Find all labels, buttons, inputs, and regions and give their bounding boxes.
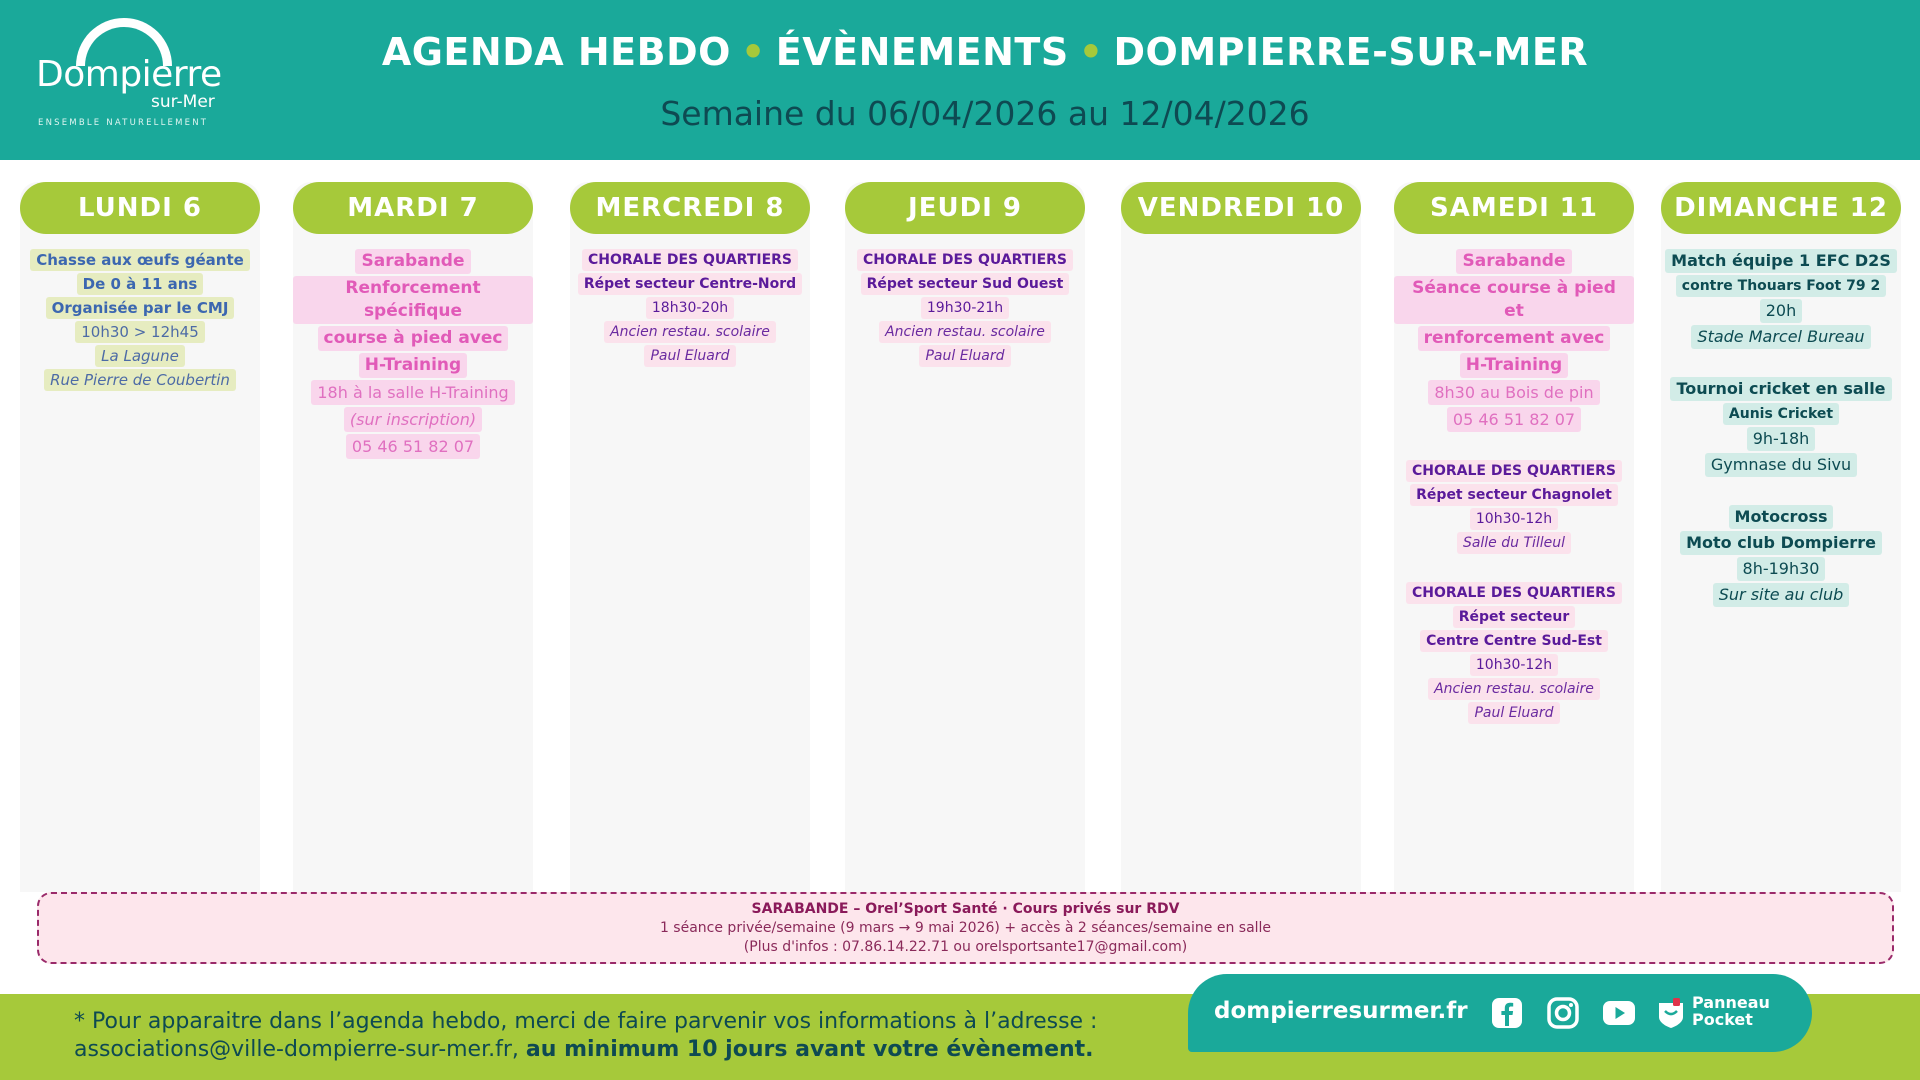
day-header: JEUDI 9 <box>845 182 1085 234</box>
event-block <box>20 248 260 392</box>
event-line: Ancien restau. scolaire <box>1428 678 1600 700</box>
event-block <box>293 248 533 460</box>
event-line: H-Training <box>359 353 467 378</box>
website-link[interactable]: dompierresurmer.fr <box>1214 998 1468 1024</box>
title-part-evenements: ÉVÈNEMENTS <box>775 30 1069 74</box>
event-line: Sarabande <box>355 249 470 274</box>
event-line: Paul Eluard <box>1468 702 1559 724</box>
instagram-icon[interactable] <box>1546 996 1580 1030</box>
event-line: Stade Marcel Bureau <box>1691 325 1870 349</box>
title-part-agenda: AGENDA HEBDO <box>381 30 731 74</box>
footer-email[interactable]: associations@ville-dompierre-sur-mer.fr, <box>74 1037 519 1062</box>
event-line: 8h-19h30 <box>1737 557 1826 581</box>
event-line: contre Thouars Foot 79 2 <box>1676 275 1886 297</box>
event-line: CHORALE DES QUARTIERS <box>857 249 1073 271</box>
footer-notice <box>74 1008 1097 1064</box>
day-header: DIMANCHE 12 <box>1661 182 1901 234</box>
day-events <box>845 248 1085 394</box>
event-line: La Lagune <box>95 345 185 367</box>
day-column <box>1121 182 1361 892</box>
day-column <box>845 182 1085 892</box>
footer-notice-line-2 <box>74 1036 1097 1064</box>
event-block <box>570 248 810 368</box>
event-block <box>1394 459 1634 555</box>
panneau-pocket-line-1: Panneau <box>1692 993 1770 1012</box>
event-line: De 0 à 11 ans <box>77 273 204 295</box>
title-separator: • <box>740 30 766 74</box>
event-line: Tournoi cricket en salle <box>1670 377 1891 401</box>
day-column <box>1394 182 1634 892</box>
event-line: Paul Eluard <box>919 345 1010 367</box>
event-line: CHORALE DES QUARTIERS <box>582 249 798 271</box>
event-block <box>845 248 1085 368</box>
title-part-town: DOMPIERRE-SUR-MER <box>1113 30 1589 74</box>
event-line: Sarabande <box>1456 249 1571 274</box>
banner-line-2: (Plus d'infos : 07.86.14.22.71 ou orelsportsante17@gmail.com) <box>743 939 1188 955</box>
event-line: CHORALE DES QUARTIERS <box>1406 582 1622 604</box>
event-line: 10h30-12h <box>1470 654 1558 676</box>
day-header: VENDREDI 10 <box>1121 182 1361 234</box>
event-block <box>1661 248 1901 350</box>
logo-tagline: ENSEMBLE NATURELLEMENT <box>38 118 209 128</box>
logo-name: Dompierre <box>36 54 222 95</box>
event-line: 9h-18h <box>1747 427 1816 451</box>
header <box>0 0 1920 160</box>
event-line: 8h30 au Bois de pin <box>1428 380 1599 405</box>
event-line: Ancien restau. scolaire <box>604 321 776 343</box>
event-line: 19h30-21h <box>921 297 1009 319</box>
event-line: course à pied avec <box>318 326 509 351</box>
event-block <box>1661 376 1901 478</box>
event-line: Répet secteur <box>1453 606 1576 628</box>
event-line: 10h30 > 12h45 <box>75 321 204 343</box>
event-line: Chasse aux œufs géante <box>30 249 250 271</box>
sarabande-banner <box>37 892 1894 964</box>
event-line: H-Training <box>1460 353 1568 378</box>
title-separator: • <box>1078 30 1104 74</box>
event-line: Gymnase du Sivu <box>1705 453 1857 477</box>
day-events <box>1661 248 1901 634</box>
panneau-pocket-icon[interactable] <box>1654 996 1688 1030</box>
logo-sub: sur-Mer <box>151 92 215 112</box>
day-column <box>20 182 260 892</box>
event-line: 10h30-12h <box>1470 508 1558 530</box>
footer-notice-line-1: * Pour apparaitre dans l’agenda hebdo, merci de faire parvenir vos informations à l’adresse : <box>74 1009 1098 1034</box>
day-events <box>1394 248 1634 751</box>
day-events <box>293 248 533 486</box>
day-header: LUNDI 6 <box>20 182 260 234</box>
page-title <box>0 30 1920 74</box>
event-line: 20h <box>1760 299 1803 323</box>
event-line: renforcement avec <box>1418 326 1611 351</box>
event-line: 05 46 51 82 07 <box>346 434 480 459</box>
youtube-icon[interactable] <box>1602 996 1636 1030</box>
banner-line-1: 1 séance privée/semaine (9 mars → 9 mai 2026) + accès à 2 séances/semaine en salle <box>659 920 1272 936</box>
event-line: Paul Eluard <box>644 345 735 367</box>
event-line: Organisée par le CMJ <box>46 297 235 319</box>
banner-title: SARABANDE – Orel’Sport Santé · Cours privés sur RDV <box>751 901 1180 917</box>
day-events <box>20 248 260 418</box>
event-line: (sur inscription) <box>344 407 482 432</box>
week-subtitle: Semaine du 06/04/2026 au 12/04/2026 <box>660 94 1310 133</box>
event-line: 18h30-20h <box>646 297 734 319</box>
event-line: Centre Centre Sud-Est <box>1420 630 1608 652</box>
event-line: Moto club Dompierre <box>1680 531 1882 555</box>
event-line: CHORALE DES QUARTIERS <box>1406 460 1622 482</box>
day-column <box>570 182 810 892</box>
event-block <box>1394 248 1634 433</box>
event-line: 05 46 51 82 07 <box>1447 407 1581 432</box>
day-header: MERCREDI 8 <box>570 182 810 234</box>
event-line: Répet secteur Centre-Nord <box>578 273 802 295</box>
event-line: Salle du Tilleul <box>1457 532 1571 554</box>
day-header: MARDI 7 <box>293 182 533 234</box>
event-line: Répet secteur Chagnolet <box>1410 484 1618 506</box>
event-block <box>1661 504 1901 608</box>
contact-pill <box>1188 974 1812 1052</box>
day-events <box>570 248 810 394</box>
panneau-pocket-label <box>1692 994 1770 1028</box>
event-line: 18h à la salle H-Training <box>311 380 514 405</box>
event-line: Aunis Cricket <box>1723 403 1839 425</box>
event-line: Match équipe 1 EFC D2S <box>1665 249 1897 273</box>
event-line: Répet secteur Sud Ouest <box>861 273 1070 295</box>
panneau-pocket-line-2: Pocket <box>1692 1010 1753 1029</box>
event-line: Renforcement spécifique <box>293 276 533 324</box>
day-header: SAMEDI 11 <box>1394 182 1634 234</box>
event-line: Motocross <box>1729 505 1834 529</box>
event-line: Ancien restau. scolaire <box>879 321 1051 343</box>
event-block <box>1394 581 1634 725</box>
day-column <box>293 182 533 892</box>
facebook-icon[interactable] <box>1490 996 1524 1030</box>
event-line: Sur site au club <box>1713 583 1850 607</box>
footer-deadline: au minimum 10 jours avant votre évènement. <box>525 1037 1094 1062</box>
event-line: Séance course à pied et <box>1394 276 1634 324</box>
day-column <box>1661 182 1901 892</box>
event-line: Rue Pierre de Coubertin <box>44 369 236 391</box>
